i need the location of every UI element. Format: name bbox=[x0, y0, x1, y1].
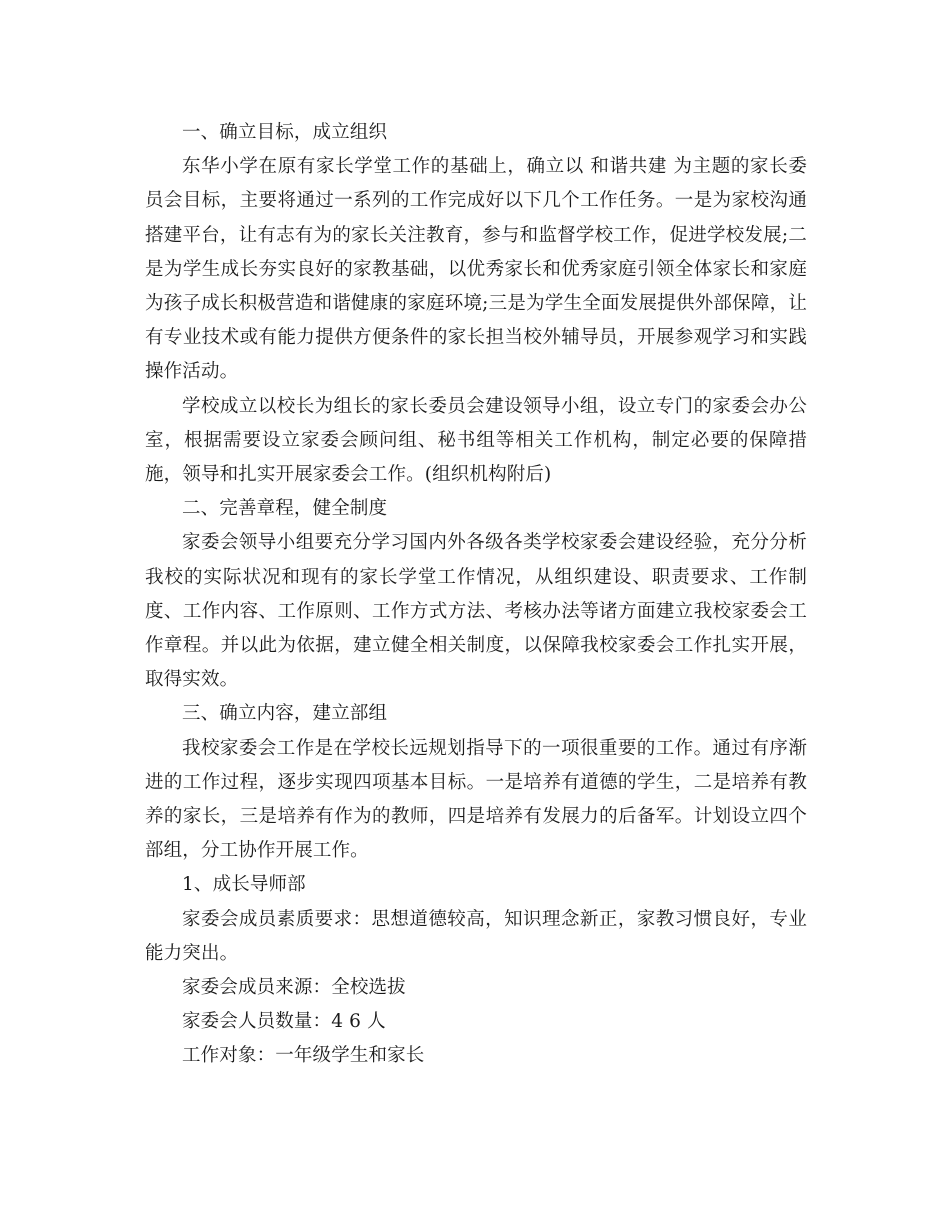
paragraph-member-count: 家委会人员数量：4 6 人 bbox=[182, 1011, 386, 1033]
section-heading-1: 一、确立目标，成立组织 bbox=[182, 122, 388, 143]
paragraph-content: 我校家委会工作是在学校长远规划指导下的一项很重要的工作。通过有序渐进的工作过程，逐步实现四项基本目标。一是培养有道德的学生，二是培养有教养的家长，三是培养有作为的教师，四是培养有发展力的后备军。计划设立四个部组，分工协作开展工作。 bbox=[145, 737, 807, 862]
section-heading-2: 二、完善章程，健全制度 bbox=[182, 498, 388, 520]
subsection-heading-mentor: 1、成长导师部 bbox=[182, 874, 306, 896]
paragraph-member-source: 家委会成员来源：全校选拔 bbox=[182, 977, 406, 999]
paragraph-goals: 东华小学在原有家长学堂工作的基础上，确立以 和谐共建 为主题的家长委员会目标，主要将通过一系列的工作完成好以下几个工作任务。一是为家校沟通搭建平台，让有志有为的家长关注教育，参与和监督学校工作，促进学校发展;二是为学生成长夯实良好的家教基础，以优秀家长和优秀家庭引领全体家长和家庭为孩子成长积极营造和谐健康的家庭环境;三是为学生全面发展提供外部保障，让有专业技术或有能力提供方便条件的家长担当校外辅导员，开展参观学习和实践操作活动。 bbox=[145, 156, 807, 383]
document-body bbox=[145, 116, 807, 1074]
paragraph-work-target: 工作对象：一年级学生和家长 bbox=[182, 1045, 425, 1067]
paragraph-charter: 家委会领导小组要充分学习国内外各级各类学校家委会建设经验，充分分析我校的实际状况和现有的家长学堂工作情况，从组织建设、职责要求、工作制度、工作内容、工作原则、工作方式方法、考核办法等诸方面建立我校家委会工作章程。并以此为依据，建立健全相关制度，以保障我校家委会工作扎实开展，取得实效。 bbox=[145, 532, 807, 691]
paragraph-member-requirements: 家委会成员素质要求：思想道德较高，知识理念新正，家教习惯良好，专业能力突出。 bbox=[145, 908, 807, 964]
section-heading-3: 三、确立内容，建立部组 bbox=[182, 703, 388, 725]
paragraph-leadership-group: 学校成立以校长为组长的家长委员会建设领导小组，设立专门的家委会办公室，根据需要设立家委会顾问组、秘书组等相关工作机构，制定必要的保障措施，领导和扎实开展家委会工作。(组织机构附后) bbox=[145, 395, 807, 486]
